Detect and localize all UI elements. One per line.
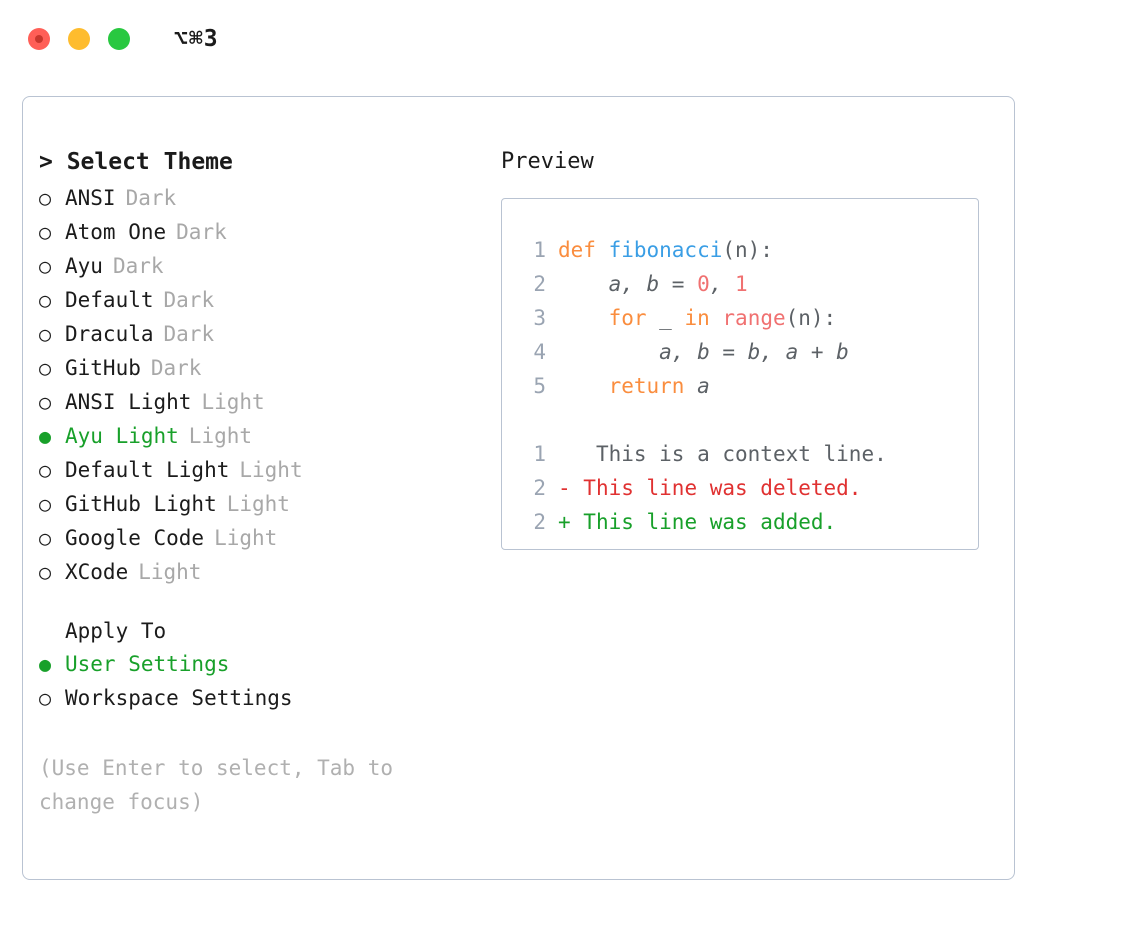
code-token: (n): bbox=[722, 238, 773, 262]
theme-option-label: Ayu Light bbox=[65, 424, 179, 448]
theme-option[interactable] bbox=[39, 249, 489, 283]
code-token bbox=[710, 306, 723, 330]
theme-option[interactable] bbox=[39, 181, 489, 215]
theme-option[interactable] bbox=[39, 351, 489, 385]
theme-option-variant: Light bbox=[226, 492, 290, 516]
code-token: 1 bbox=[735, 272, 748, 296]
line-number: 1 bbox=[533, 442, 546, 466]
line-number: 2 bbox=[533, 272, 546, 296]
theme-option-label: GitHub Light bbox=[65, 492, 217, 516]
theme-option[interactable] bbox=[39, 215, 489, 249]
radio-unselected-icon: ○ bbox=[39, 186, 52, 210]
theme-option[interactable] bbox=[39, 487, 489, 521]
radio-unselected-icon: ○ bbox=[39, 254, 52, 278]
preview-box bbox=[501, 198, 979, 550]
code-token: for bbox=[608, 306, 647, 330]
theme-option-label: Default bbox=[65, 288, 154, 312]
code-token: _ bbox=[646, 306, 685, 330]
code-token: in bbox=[684, 306, 710, 330]
diff-sign: - bbox=[558, 476, 571, 500]
line-number: 5 bbox=[533, 374, 546, 398]
close-button[interactable] bbox=[28, 28, 50, 50]
theme-option-label: Default Light bbox=[65, 458, 230, 482]
theme-option-label: XCode bbox=[65, 560, 129, 584]
theme-option-variant: Light bbox=[214, 526, 278, 550]
apply-to-list bbox=[39, 647, 489, 715]
minimize-button[interactable] bbox=[68, 28, 90, 50]
diff-line bbox=[520, 505, 978, 539]
theme-option[interactable] bbox=[39, 419, 489, 453]
code-token: 0 bbox=[697, 272, 710, 296]
diff-sample bbox=[520, 437, 978, 539]
theme-option-label: Ayu bbox=[65, 254, 103, 278]
diff-text: This line was added. bbox=[570, 510, 837, 534]
preview-pane bbox=[501, 149, 1001, 550]
theme-option-variant: Light bbox=[188, 424, 253, 448]
code-token: def bbox=[558, 238, 609, 262]
select-theme-heading: > Select Theme bbox=[39, 149, 233, 175]
radio-unselected-icon: ○ bbox=[39, 322, 52, 346]
theme-option-label: Atom One bbox=[65, 220, 167, 244]
code-token bbox=[558, 374, 609, 398]
radio-unselected-icon: ○ bbox=[39, 220, 52, 244]
radio-unselected-icon: ○ bbox=[39, 390, 52, 414]
code-line bbox=[520, 335, 978, 369]
radio-unselected-icon: ○ bbox=[39, 492, 52, 516]
radio-selected-icon: ● bbox=[39, 652, 52, 676]
theme-option-variant: Dark bbox=[125, 186, 177, 210]
theme-option-variant: Dark bbox=[163, 322, 215, 346]
main-panel bbox=[22, 96, 1015, 880]
code-token: a, b = bbox=[558, 272, 698, 296]
radio-unselected-icon: ○ bbox=[39, 686, 52, 710]
code-diff-spacer bbox=[520, 403, 978, 437]
line-number: 2 bbox=[533, 510, 546, 534]
theme-option-variant: Dark bbox=[176, 220, 227, 244]
radio-unselected-icon: ○ bbox=[39, 560, 52, 584]
theme-option-variant: Light bbox=[239, 458, 303, 482]
theme-picker bbox=[39, 149, 489, 819]
zoom-button[interactable] bbox=[108, 28, 130, 50]
code-token: return bbox=[608, 374, 685, 398]
diff-sign: + bbox=[558, 510, 571, 534]
code-token bbox=[558, 306, 609, 330]
line-number: 1 bbox=[533, 238, 546, 262]
diff-sign bbox=[558, 442, 571, 466]
radio-unselected-icon: ○ bbox=[39, 458, 52, 482]
theme-option-label: Google Code bbox=[65, 526, 205, 550]
theme-option-label: ANSI Light bbox=[65, 390, 192, 414]
code-token: a, b = b, a + b bbox=[558, 340, 849, 364]
code-line bbox=[520, 301, 978, 335]
theme-option[interactable] bbox=[39, 283, 489, 317]
code-line bbox=[520, 267, 978, 301]
line-number: 2 bbox=[533, 476, 546, 500]
theme-option[interactable] bbox=[39, 521, 489, 555]
theme-option[interactable] bbox=[39, 555, 489, 589]
radio-unselected-icon: ○ bbox=[39, 526, 52, 550]
code-token: range bbox=[722, 306, 786, 330]
diff-text: This line was deleted. bbox=[570, 476, 862, 500]
radio-unselected-icon: ○ bbox=[39, 356, 52, 380]
theme-option-variant: Dark bbox=[150, 356, 202, 380]
theme-option-label: GitHub bbox=[65, 356, 141, 380]
theme-option-variant: Light bbox=[201, 390, 265, 414]
diff-line bbox=[520, 437, 978, 471]
theme-option-variant: Dark bbox=[163, 288, 215, 312]
apply-to-option-label: Workspace Settings bbox=[65, 686, 293, 710]
theme-list bbox=[39, 181, 489, 589]
code-token: a bbox=[697, 374, 710, 398]
code-line bbox=[520, 369, 978, 403]
code-token: , bbox=[709, 272, 736, 296]
line-number: 4 bbox=[533, 340, 546, 364]
code-token: (n): bbox=[785, 306, 837, 330]
theme-option-label: Dracula bbox=[65, 322, 154, 346]
theme-option-variant: Light bbox=[138, 560, 202, 584]
apply-to-option[interactable] bbox=[39, 647, 489, 681]
keyboard-shortcut-label: ⌥⌘3 bbox=[174, 26, 219, 52]
keyboard-hint: (Use Enter to select, Tab to change focus) bbox=[39, 756, 406, 814]
preview-heading: Preview bbox=[501, 149, 594, 174]
apply-to-heading: Apply To bbox=[65, 619, 167, 643]
apply-to-option[interactable] bbox=[39, 681, 489, 715]
title-bar bbox=[0, 0, 1140, 78]
code-sample bbox=[520, 233, 978, 403]
theme-option[interactable] bbox=[39, 453, 489, 487]
theme-option[interactable] bbox=[39, 317, 489, 351]
theme-option-label: ANSI bbox=[65, 186, 116, 210]
code-line bbox=[520, 233, 978, 267]
line-number: 3 bbox=[533, 306, 546, 330]
radio-unselected-icon: ○ bbox=[39, 288, 52, 312]
theme-option[interactable] bbox=[39, 385, 489, 419]
diff-line bbox=[520, 471, 978, 505]
apply-to-option-label: User Settings bbox=[65, 652, 230, 676]
code-token: fibonacci bbox=[608, 238, 723, 262]
code-token bbox=[684, 374, 697, 398]
diff-text: This is a context line. bbox=[570, 442, 887, 466]
theme-option-variant: Dark bbox=[112, 254, 164, 278]
radio-selected-icon: ● bbox=[39, 424, 52, 448]
